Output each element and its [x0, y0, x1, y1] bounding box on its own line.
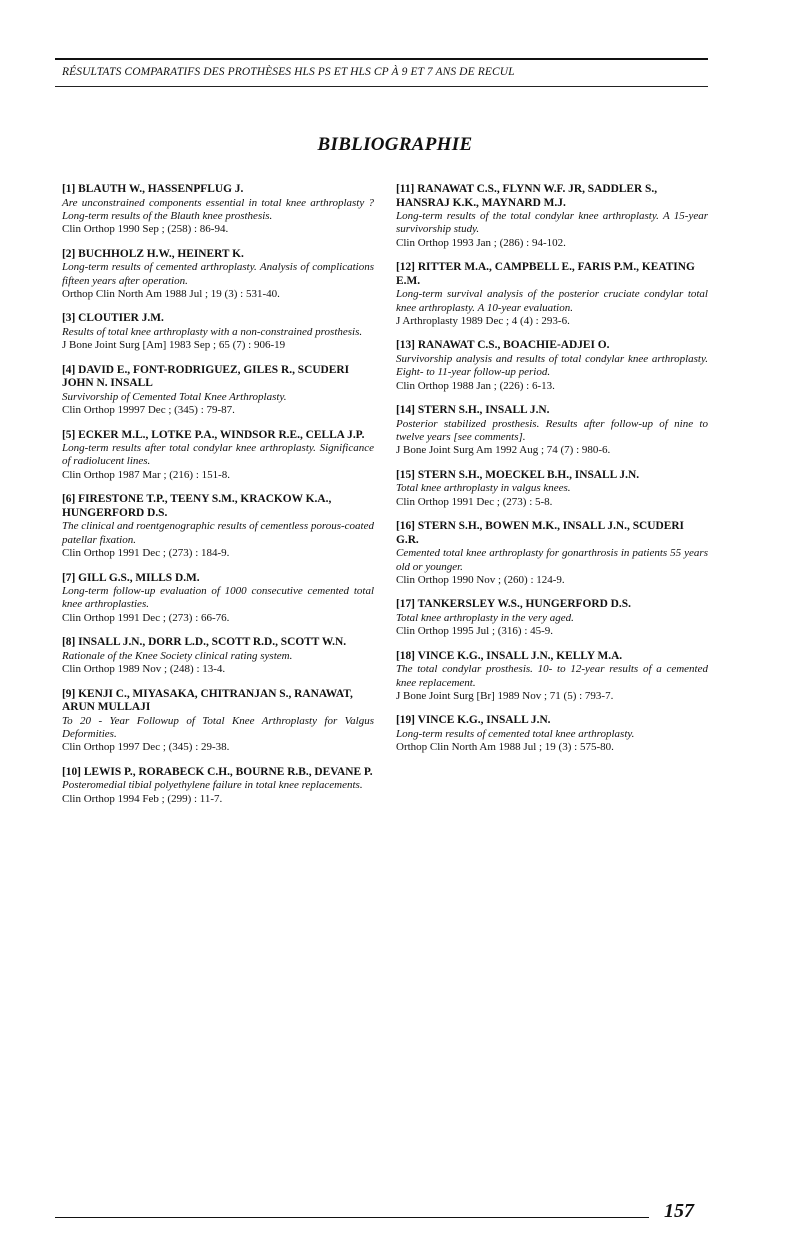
reference-title: Are unconstrained components essential in total knee arthroplasty ? Long-term results of the Blauth knee prosthesis.: [62, 196, 374, 222]
reference-authors: [16] STERN S.H., BOWEN M.K., INSALL J.N., SCUDERI G.R.: [396, 520, 684, 546]
reference-source: J Bone Joint Surg [Br] 1989 Nov ; 71 (5) : 793-7.: [396, 690, 614, 703]
reference-item: [396, 183, 708, 250]
reference-authors: [17] TANKERSLEY W.S., HUNGERFORD D.S.: [396, 598, 631, 611]
reference-item: [62, 183, 374, 237]
reference-title: To 20 - Year Followup of Total Knee Arthroplasty for Valgus Deformities.: [62, 714, 374, 740]
reference-authors: [11] RANAWAT C.S., FLYNN W.F. JR, SADDLER S., HANSRAJ K.K., MAYNARD M.J.: [396, 183, 658, 209]
reference-item: [396, 650, 708, 704]
reference-source: Clin Orthop 1991 Dec ; (273) : 5-8.: [396, 495, 553, 508]
reference-title: Posteromedial tibial polyethylene failure in total knee replacements.: [62, 779, 363, 792]
reference-source: Clin Orthop 1987 Mar ; (216) : 151-8.: [62, 468, 231, 481]
reference-source: J Arthroplasty 1989 Dec ; 4 (4) : 293-6.: [396, 315, 570, 328]
reference-authors: [4] DAVID E., FONT-RODRIGUEZ, GILES R., SCUDERI JOHN N. INSALL: [62, 363, 350, 390]
reference-authors: [5] ECKER M.L., LOTKE P.A., WINDSOR R.E., CELLA J.P.: [62, 428, 365, 441]
reference-title: Long-term follow-up evaluation of 1000 consecutive cemented total knee arthroplasties.: [62, 585, 374, 611]
reference-item: [62, 766, 374, 806]
reference-item: [396, 404, 708, 458]
reference-authors: [6] FIRESTONE T.P., TEENY S.M., KRACKOW K.A., HUNGERFORD D.S.: [62, 493, 332, 519]
reference-source: Clin Orthop 1991 Dec ; (273) : 66-76.: [62, 611, 230, 624]
reference-title: Survivorship analysis and results of total condylar knee arthroplasty. Eight- to 11-year follow-up period.: [396, 352, 708, 379]
reference-source: Clin Orthop 1994 Feb ; (299) : 11-7.: [62, 792, 223, 805]
reference-source: Clin Orthop 1991 Dec ; (273) : 184-9.: [62, 547, 230, 560]
reference-authors: [12] RITTER M.A., CAMPBELL E., FARIS P.M., KEATING E.M.: [396, 261, 695, 287]
reference-authors: [2] BUCHHOLZ H.W., HEINERT K.: [62, 247, 244, 260]
reference-item: [396, 598, 708, 638]
reference-title: Rationale of the Knee Society clinical rating system.: [62, 649, 293, 662]
reference-title: Long-term survival analysis of the posterior cruciate condylar total knee arthroplasty. A 10-year evaluation.: [396, 288, 708, 314]
reference-item: [396, 520, 708, 587]
running-header: RÉSULTATS COMPARATIFS DES PROTHÈSES HLS PS ET HLS CP À 9 ET 7 ANS DE RECUL: [62, 66, 515, 78]
reference-item: [62, 493, 374, 560]
reference-authors: [10] LEWIS P., RORABECK C.H., BOURNE R.B., DEVANE P.: [62, 765, 373, 778]
reference-item: [62, 364, 374, 418]
reference-title: Long-term results after total condylar knee arthroplasty. Significance of radiolucent lines.: [62, 442, 374, 468]
reference-item: [396, 714, 708, 754]
footer-rule: [55, 1217, 649, 1218]
reference-title: The total condylar prosthesis. 10- to 12-year results of a cemented knee replacement.: [396, 663, 708, 689]
reference-item: [62, 572, 374, 626]
reference-source: Orthop Clin North Am 1988 Jul ; 19 (3) : 575-80.: [396, 741, 614, 754]
reference-title: Total knee arthroplasty in valgus knees.: [396, 482, 571, 495]
references-left-column: [62, 183, 374, 817]
reference-authors: [1] BLAUTH W., HASSENPFLUG J.: [62, 183, 244, 195]
reference-item: [62, 248, 374, 302]
reference-title: Results of total knee arthroplasty with a non-constrained prosthesis.: [62, 325, 363, 338]
reference-item: [396, 261, 708, 328]
reference-authors: [18] VINCE K.G., INSALL J.N., KELLY M.A.: [396, 649, 623, 662]
reference-title: Posterior stabilized prosthesis. Results after follow-up of nine to twelve years [see comments].: [396, 417, 708, 444]
reference-title: Long-term results of cemented total knee arthroplasty.: [396, 727, 635, 740]
reference-item: [396, 469, 708, 509]
reference-authors: [13] RANAWAT C.S., BOACHIE-ADJEI O.: [396, 339, 610, 352]
reference-source: J Bone Joint Surg Am 1992 Aug ; 74 (7) : 980-6.: [396, 444, 611, 457]
header-bottom-rule: [55, 86, 708, 87]
reference-title: Cemented total knee arthroplasty for gonarthrosis in patients 55 years old or younger.: [396, 547, 708, 573]
reference-authors: [3] CLOUTIER J.M.: [62, 312, 164, 325]
reference-authors: [15] STERN S.H., MOECKEL B.H., INSALL J.N.: [396, 468, 640, 481]
reference-source: Clin Orthop 1993 Jan ; (286) : 94-102.: [396, 236, 566, 249]
reference-authors: [19] VINCE K.G., INSALL J.N.: [396, 714, 551, 727]
reference-title: Survivorship of Cemented Total Knee Arthroplasty.: [62, 390, 287, 403]
reference-source: Clin Orthop 1995 Jul ; (316) : 45-9.: [396, 625, 554, 638]
reference-source: Clin Orthop 1997 Dec ; (345) : 29-38.: [62, 741, 230, 754]
reference-source: Clin Orthop 1990 Nov ; (260) : 124-9.: [396, 574, 565, 586]
reference-title: Total knee arthroplasty in the very aged.: [396, 611, 574, 624]
reference-source: J Bone Joint Surg [Am] 1983 Sep ; 65 (7) : 906-19: [62, 339, 286, 352]
reference-title: Long-term results of the total condylar knee arthroplasty. A 15-year survivorship study.: [396, 210, 708, 236]
reference-source: Clin Orthop 1990 Sep ; (258) : 86-94.: [62, 223, 229, 236]
header-top-rule: [55, 58, 708, 60]
reference-item: [62, 312, 374, 352]
reference-item: [62, 636, 374, 676]
reference-source: Clin Orthop 19997 Dec ; (345) : 79-87.: [62, 404, 235, 417]
reference-title: The clinical and roentgenographic results of cementless porous-coated patellar fixation.: [62, 520, 374, 546]
page-number: 157: [664, 1200, 694, 1222]
reference-authors: [7] GILL G.S., MILLS D.M.: [62, 571, 200, 584]
reference-authors: [14] STERN S.H., INSALL J.N.: [396, 404, 550, 417]
reference-item: [62, 429, 374, 483]
reference-item: [396, 339, 708, 393]
reference-source: Orthop Clin North Am 1988 Jul ; 19 (3) : 531-40.: [62, 288, 280, 301]
section-title: BIBLIOGRAPHIE: [317, 134, 473, 155]
reference-item: [62, 688, 374, 755]
references-right-column: [396, 183, 708, 766]
reference-title: Long-term results of cemented arthroplasty. Analysis of complications fifteen years after operation.: [62, 261, 374, 287]
reference-authors: [9] KENJI C., MIYASAKA, CHITRANJAN S., RANAWAT, ARUN MULLAJI: [62, 687, 353, 714]
reference-authors: [8] INSALL J.N., DORR L.D., SCOTT R.D., SCOTT W.N.: [62, 636, 347, 649]
reference-source: Clin Orthop 1988 Jan ; (226) : 6-13.: [396, 379, 555, 392]
reference-source: Clin Orthop 1989 Nov ; (248) : 13-4.: [62, 663, 226, 676]
